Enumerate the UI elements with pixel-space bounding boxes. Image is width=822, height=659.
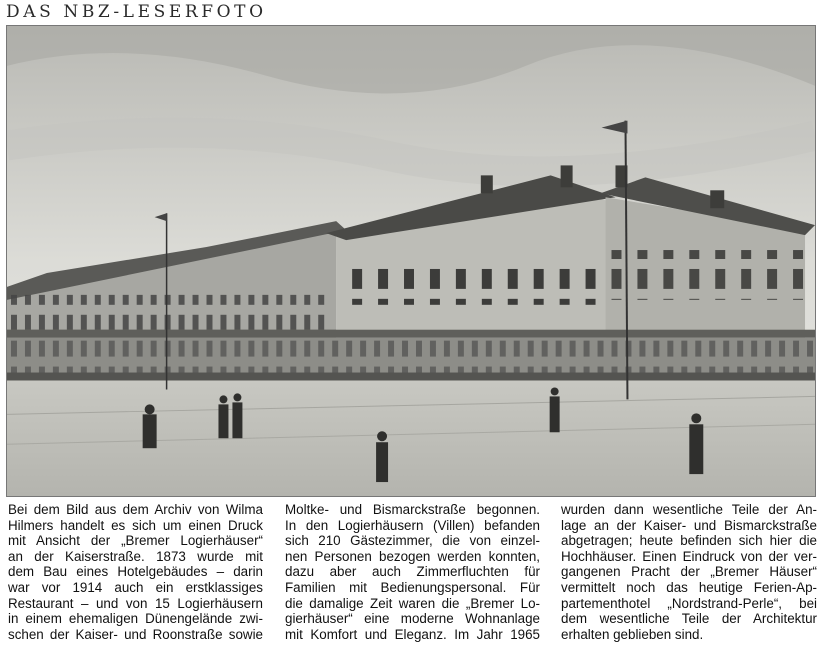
text-line: In den Logierhäusern (Villen) befanden	[285, 517, 540, 533]
text-line: Hilmers handelt es sich um einen Druck	[8, 517, 263, 533]
text-line: abgetragen; heute befinden sich hier die	[561, 533, 817, 549]
text-line: partementhotel „Nordstrand-Perle“, bei	[561, 595, 817, 611]
text-line: war vor 1914 auch ein erstklassiges	[8, 579, 263, 595]
building-illustration-icon	[7, 26, 815, 496]
text-line: erhalten geblieben sind.	[561, 626, 704, 642]
text-line: dazu aber auch Zimmerfluchten für	[285, 564, 540, 580]
text-line: sich 210 Gästezimmer, die von einzel-	[285, 533, 540, 549]
text-line: mit Komfort und Eleganz. Im Jahr 1965	[285, 626, 540, 642]
article-column-2	[285, 502, 540, 656]
text-line: an der Kaiserstraße. 1873 wurde mit	[8, 548, 263, 564]
text-line: Restaurant – und von 15 Logierhäusern	[8, 595, 263, 611]
historic-photo	[6, 25, 816, 497]
text-line: gierhäuser“ eine moderne Wohnanlage	[285, 611, 540, 627]
text-line: schen der Kaiser- und Roonstraße sowie	[8, 626, 263, 642]
text-line: lage an der Kaiser- und Bismarckstraße	[561, 517, 817, 533]
text-line: dem Bau eines Hotelgebäudes – darin	[8, 564, 263, 580]
article-body	[8, 502, 816, 656]
text-line: nen Personen bezogen werden konnten,	[285, 548, 540, 564]
text-line: Bei dem Bild aus dem Archiv von Wilma	[8, 502, 263, 517]
text-line: wurden dann wesentliche Teile der An-	[561, 502, 817, 517]
text-line: Familien mit Bedienungspersonal. Für	[285, 579, 540, 595]
article-column-1	[8, 502, 263, 656]
text-line: dem wesentliche Teile der Architektur	[561, 611, 817, 627]
text-line: Moltke- und Bismarckstraße begonnen.	[285, 502, 540, 517]
text-line: Hochhäuser. Einen Eindruck von der ver-	[561, 548, 817, 564]
text-line: mit Ansicht der „Bremer Logierhäuser“	[8, 533, 263, 549]
text-line: die damalige Zeit waren die „Bremer Lo-	[285, 595, 540, 611]
text-line: vermittelt noch das heutige Ferien-Ap-	[561, 579, 817, 595]
text-line: gangenen Pracht der „Bremer Häuser“	[561, 564, 817, 580]
section-header: DAS NBZ-LESERFOTO	[6, 2, 267, 22]
text-line: in einem ehemaligen Dünengelände zwi-	[8, 611, 263, 627]
article-column-3	[561, 502, 817, 656]
